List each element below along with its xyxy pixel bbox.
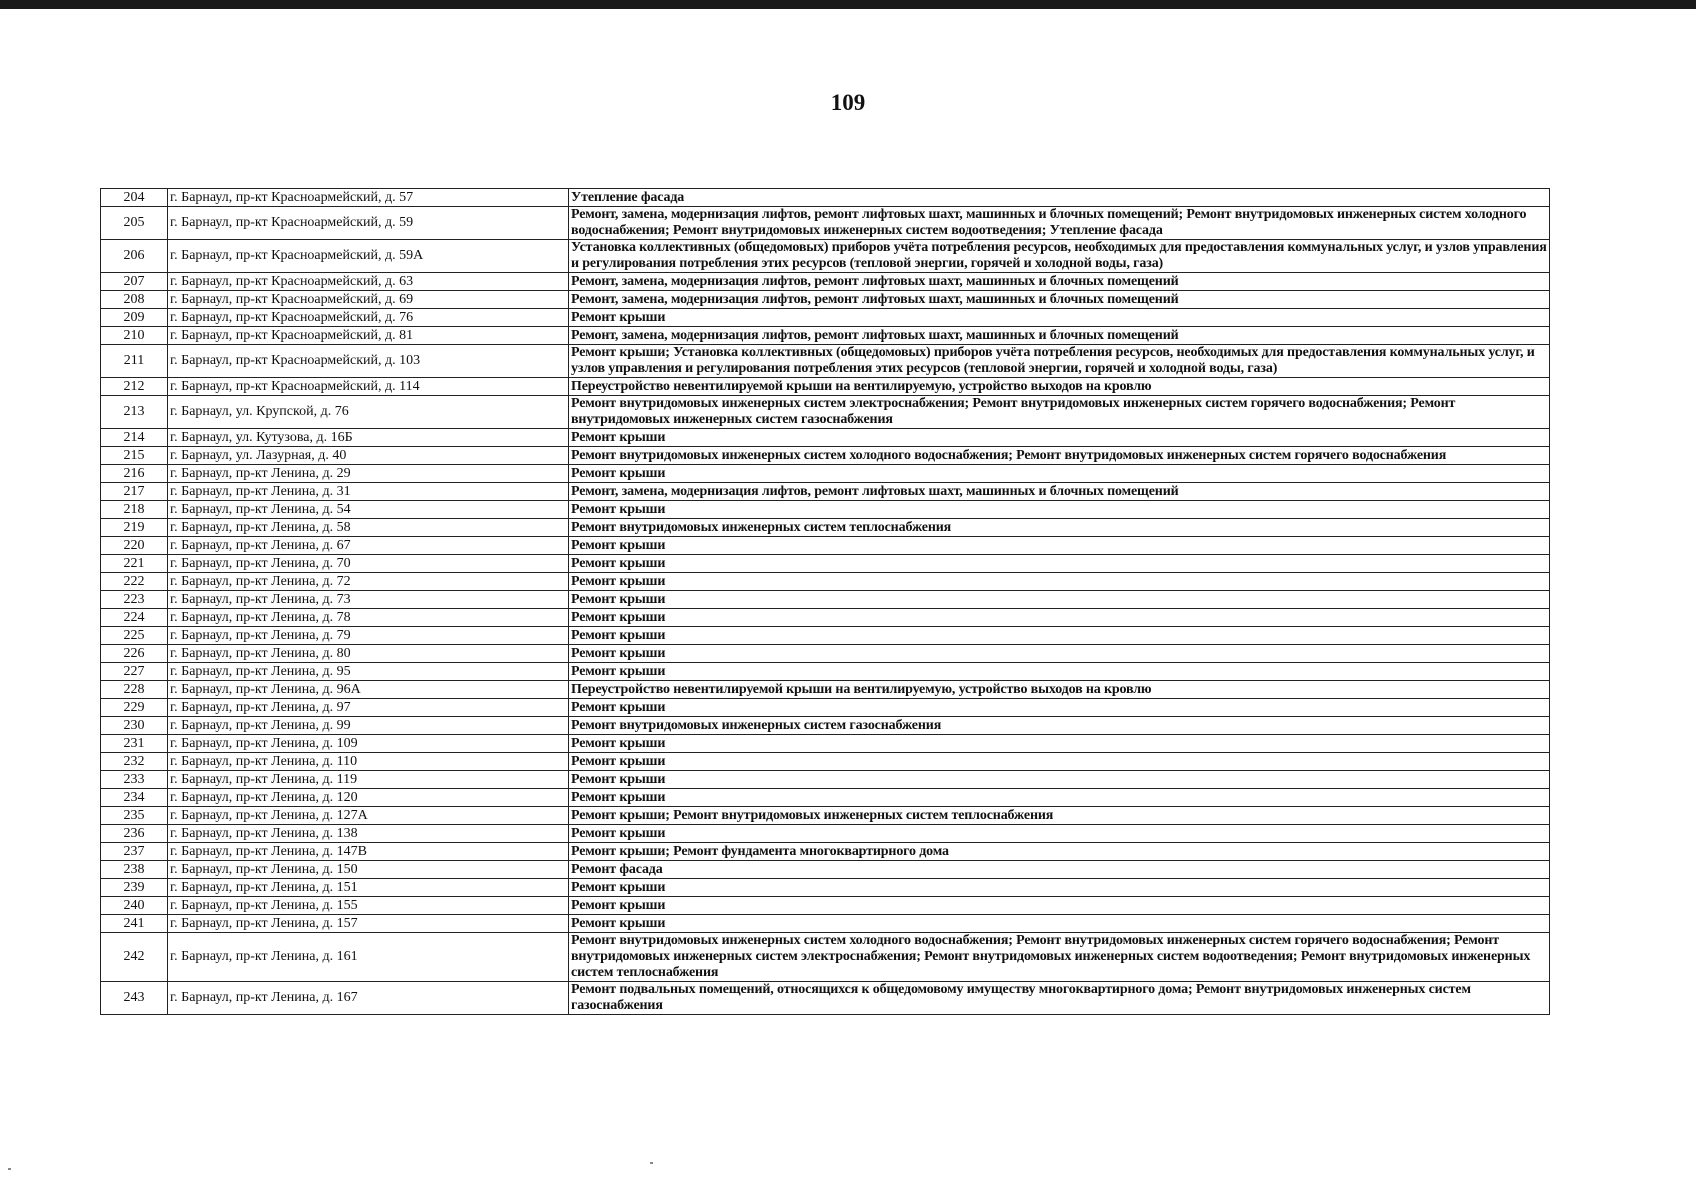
works-cell: Ремонт крыши — [569, 627, 1550, 645]
address-cell: г. Барнаул, пр-кт Ленина, д. 31 — [168, 483, 569, 501]
row-number-cell: 217 — [101, 483, 168, 501]
row-number-cell: 209 — [101, 309, 168, 327]
works-cell: Ремонт крыши — [569, 501, 1550, 519]
repair-register-table — [100, 188, 1550, 1015]
table-row — [101, 897, 1550, 915]
address-cell: г. Барнаул, пр-кт Ленина, д. 96А — [168, 681, 569, 699]
address-cell: г. Барнаул, пр-кт Ленина, д. 110 — [168, 753, 569, 771]
address-cell: г. Барнаул, пр-кт Ленина, д. 70 — [168, 555, 569, 573]
address-cell: г. Барнаул, пр-кт Красноармейский, д. 57 — [168, 189, 569, 207]
table-row — [101, 189, 1550, 207]
row-number-cell: 222 — [101, 573, 168, 591]
row-number-cell: 229 — [101, 699, 168, 717]
works-cell: Ремонт крыши — [569, 591, 1550, 609]
table-row — [101, 309, 1550, 327]
table-row — [101, 591, 1550, 609]
address-cell: г. Барнаул, пр-кт Ленина, д. 80 — [168, 645, 569, 663]
row-number-cell: 225 — [101, 627, 168, 645]
address-cell: г. Барнаул, пр-кт Ленина, д. 109 — [168, 735, 569, 753]
works-cell: Ремонт крыши; Установка коллективных (общедомовых) приборов учёта потребления ресурсов, необходимых для предоставления коммунальных услуг, и узлов управления и регулирования потребления этих ресурсов (тепловой энергии, горячей и холодной воды, газа) — [569, 345, 1550, 378]
row-number-cell: 216 — [101, 465, 168, 483]
works-cell: Переустройство невентилируемой крыши на вентилируемую, устройство выходов на кровлю — [569, 681, 1550, 699]
works-cell: Ремонт, замена, модернизация лифтов, ремонт лифтовых шахт, машинных и блочных помещений — [569, 327, 1550, 345]
works-cell: Переустройство невентилируемой крыши на вентилируемую, устройство выходов на кровлю — [569, 378, 1550, 396]
table-row — [101, 861, 1550, 879]
works-cell: Ремонт крыши — [569, 555, 1550, 573]
works-cell: Ремонт крыши — [569, 465, 1550, 483]
address-cell: г. Барнаул, пр-кт Ленина, д. 119 — [168, 771, 569, 789]
row-number-cell: 228 — [101, 681, 168, 699]
address-cell: г. Барнаул, пр-кт Ленина, д. 120 — [168, 789, 569, 807]
row-number-cell: 231 — [101, 735, 168, 753]
table-row — [101, 645, 1550, 663]
address-cell: г. Барнаул, пр-кт Ленина, д. 95 — [168, 663, 569, 681]
row-number-cell: 242 — [101, 933, 168, 982]
table-row — [101, 378, 1550, 396]
address-cell: г. Барнаул, пр-кт Ленина, д. 54 — [168, 501, 569, 519]
address-cell: г. Барнаул, пр-кт Ленина, д. 78 — [168, 609, 569, 627]
table-row — [101, 789, 1550, 807]
address-cell: г. Барнаул, ул. Крупской, д. 76 — [168, 396, 569, 429]
address-cell: г. Барнаул, пр-кт Ленина, д. 99 — [168, 717, 569, 735]
register-body — [101, 189, 1550, 1015]
address-cell: г. Барнаул, ул. Лазурная, д. 40 — [168, 447, 569, 465]
address-cell: г. Барнаул, пр-кт Ленина, д. 97 — [168, 699, 569, 717]
table-row — [101, 825, 1550, 843]
address-cell: г. Барнаул, пр-кт Красноармейский, д. 103 — [168, 345, 569, 378]
address-cell: г. Барнаул, ул. Кутузова, д. 16Б — [168, 429, 569, 447]
row-number-cell: 218 — [101, 501, 168, 519]
scan-top-edge — [0, 0, 1696, 9]
table-row — [101, 933, 1550, 982]
row-number-cell: 211 — [101, 345, 168, 378]
row-number-cell: 233 — [101, 771, 168, 789]
table-row — [101, 519, 1550, 537]
address-cell: г. Барнаул, пр-кт Красноармейский, д. 114 — [168, 378, 569, 396]
table-row — [101, 291, 1550, 309]
works-cell: Ремонт подвальных помещений, относящихся к общедомовому имуществу многоквартирного дома; Ремонт внутридомовых инженерных систем газоснабжения — [569, 982, 1550, 1015]
table-row — [101, 699, 1550, 717]
address-cell: г. Барнаул, пр-кт Ленина, д. 73 — [168, 591, 569, 609]
address-cell: г. Барнаул, пр-кт Ленина, д. 67 — [168, 537, 569, 555]
table-row — [101, 555, 1550, 573]
address-cell: г. Барнаул, пр-кт Красноармейский, д. 76 — [168, 309, 569, 327]
works-cell: Ремонт внутридомовых инженерных систем теплоснабжения — [569, 519, 1550, 537]
table-row — [101, 982, 1550, 1015]
works-cell: Ремонт крыши — [569, 699, 1550, 717]
row-number-cell: 210 — [101, 327, 168, 345]
address-cell: г. Барнаул, пр-кт Ленина, д. 167 — [168, 982, 569, 1015]
table-row — [101, 843, 1550, 861]
row-number-cell: 221 — [101, 555, 168, 573]
works-cell: Ремонт крыши — [569, 609, 1550, 627]
address-cell: г. Барнаул, пр-кт Ленина, д. 151 — [168, 879, 569, 897]
table-row — [101, 273, 1550, 291]
row-number-cell: 205 — [101, 207, 168, 240]
table-row — [101, 573, 1550, 591]
address-cell: г. Барнаул, пр-кт Ленина, д. 161 — [168, 933, 569, 982]
works-cell: Ремонт внутридомовых инженерных систем электроснабжения; Ремонт внутридомовых инженерных систем горячего водоснабжения; Ремонт внутридомовых инженерных систем газоснабжения — [569, 396, 1550, 429]
address-cell: г. Барнаул, пр-кт Ленина, д. 72 — [168, 573, 569, 591]
row-number-cell: 214 — [101, 429, 168, 447]
address-cell: г. Барнаул, пр-кт Ленина, д. 29 — [168, 465, 569, 483]
row-number-cell: 226 — [101, 645, 168, 663]
works-cell: Ремонт внутридомовых инженерных систем газоснабжения — [569, 717, 1550, 735]
row-number-cell: 223 — [101, 591, 168, 609]
row-number-cell: 215 — [101, 447, 168, 465]
table-row — [101, 537, 1550, 555]
table-row — [101, 465, 1550, 483]
table-row — [101, 807, 1550, 825]
table-row — [101, 429, 1550, 447]
row-number-cell: 235 — [101, 807, 168, 825]
row-number-cell: 243 — [101, 982, 168, 1015]
table-row — [101, 327, 1550, 345]
table-row — [101, 663, 1550, 681]
row-number-cell: 207 — [101, 273, 168, 291]
works-cell: Ремонт крыши — [569, 915, 1550, 933]
works-cell: Ремонт фасада — [569, 861, 1550, 879]
row-number-cell: 241 — [101, 915, 168, 933]
row-number-cell: 238 — [101, 861, 168, 879]
row-number-cell: 227 — [101, 663, 168, 681]
works-cell: Ремонт крыши — [569, 789, 1550, 807]
works-cell: Ремонт внутридомовых инженерных систем холодного водоснабжения; Ремонт внутридомовых инженерных систем горячего водоснабжения; Ремонт внутридомовых инженерных систем электроснабжения; Ремонт внутридомовых инженерных систем водоотведения; Ремонт внутридомовых инженерных систем теплоснабжения — [569, 933, 1550, 982]
address-cell: г. Барнаул, пр-кт Ленина, д. 147В — [168, 843, 569, 861]
address-cell: г. Барнаул, пр-кт Ленина, д. 157 — [168, 915, 569, 933]
works-cell: Ремонт крыши — [569, 573, 1550, 591]
row-number-cell: 236 — [101, 825, 168, 843]
row-number-cell: 204 — [101, 189, 168, 207]
scan-speck — [8, 1168, 11, 1170]
address-cell: г. Барнаул, пр-кт Ленина, д. 150 — [168, 861, 569, 879]
table-row — [101, 345, 1550, 378]
works-cell: Ремонт крыши — [569, 735, 1550, 753]
works-cell: Ремонт крыши — [569, 879, 1550, 897]
address-cell: г. Барнаул, пр-кт Ленина, д. 127А — [168, 807, 569, 825]
table-row — [101, 240, 1550, 273]
works-cell: Ремонт крыши — [569, 825, 1550, 843]
address-cell: г. Барнаул, пр-кт Ленина, д. 58 — [168, 519, 569, 537]
table-row — [101, 753, 1550, 771]
row-number-cell: 230 — [101, 717, 168, 735]
address-cell: г. Барнаул, пр-кт Красноармейский, д. 63 — [168, 273, 569, 291]
address-cell: г. Барнаул, пр-кт Красноармейский, д. 81 — [168, 327, 569, 345]
table-row — [101, 771, 1550, 789]
works-cell: Ремонт крыши; Ремонт внутридомовых инженерных систем теплоснабжения — [569, 807, 1550, 825]
address-cell: г. Барнаул, пр-кт Ленина, д. 138 — [168, 825, 569, 843]
table-row — [101, 447, 1550, 465]
works-cell: Ремонт крыши — [569, 753, 1550, 771]
works-cell: Ремонт внутридомовых инженерных систем холодного водоснабжения; Ремонт внутридомовых инженерных систем горячего водоснабжения — [569, 447, 1550, 465]
works-cell: Ремонт, замена, модернизация лифтов, ремонт лифтовых шахт, машинных и блочных помещений — [569, 273, 1550, 291]
table-row — [101, 717, 1550, 735]
address-cell: г. Барнаул, пр-кт Красноармейский, д. 59 — [168, 207, 569, 240]
works-cell: Ремонт, замена, модернизация лифтов, ремонт лифтовых шахт, машинных и блочных помещений — [569, 291, 1550, 309]
works-cell: Утепление фасада — [569, 189, 1550, 207]
row-number-cell: 213 — [101, 396, 168, 429]
row-number-cell: 239 — [101, 879, 168, 897]
row-number-cell: 206 — [101, 240, 168, 273]
works-cell: Ремонт, замена, модернизация лифтов, ремонт лифтовых шахт, машинных и блочных помещений; Ремонт внутридомовых инженерных систем холодного водоснабжения; Ремонт внутридомовых инженерных систем водоотведения; Утепление фасада — [569, 207, 1550, 240]
works-cell: Ремонт крыши — [569, 537, 1550, 555]
table-row — [101, 501, 1550, 519]
works-cell: Ремонт крыши; Ремонт фундамента многоквартирного дома — [569, 843, 1550, 861]
table-row — [101, 681, 1550, 699]
works-cell: Ремонт крыши — [569, 663, 1550, 681]
works-cell: Ремонт, замена, модернизация лифтов, ремонт лифтовых шахт, машинных и блочных помещений — [569, 483, 1550, 501]
row-number-cell: 224 — [101, 609, 168, 627]
address-cell: г. Барнаул, пр-кт Красноармейский, д. 69 — [168, 291, 569, 309]
works-cell: Ремонт крыши — [569, 429, 1550, 447]
table-row — [101, 915, 1550, 933]
page-number: 109 — [830, 90, 866, 115]
row-number-cell: 240 — [101, 897, 168, 915]
address-cell: г. Барнаул, пр-кт Ленина, д. 155 — [168, 897, 569, 915]
row-number-cell: 219 — [101, 519, 168, 537]
works-cell: Ремонт крыши — [569, 897, 1550, 915]
works-cell: Ремонт крыши — [569, 771, 1550, 789]
table-row — [101, 879, 1550, 897]
row-number-cell: 220 — [101, 537, 168, 555]
table-row — [101, 609, 1550, 627]
row-number-cell: 237 — [101, 843, 168, 861]
scan-speck — [650, 1162, 653, 1164]
table-row — [101, 396, 1550, 429]
works-cell: Ремонт крыши — [569, 645, 1550, 663]
works-cell: Ремонт крыши — [569, 309, 1550, 327]
row-number-cell: 208 — [101, 291, 168, 309]
address-cell: г. Барнаул, пр-кт Ленина, д. 79 — [168, 627, 569, 645]
row-number-cell: 212 — [101, 378, 168, 396]
row-number-cell: 232 — [101, 753, 168, 771]
row-number-cell: 234 — [101, 789, 168, 807]
table-row — [101, 627, 1550, 645]
table-row — [101, 483, 1550, 501]
address-cell: г. Барнаул, пр-кт Красноармейский, д. 59А — [168, 240, 569, 273]
works-cell: Установка коллективных (общедомовых) приборов учёта потребления ресурсов, необходимых для предоставления коммунальных услуг, и узлов управления и регулирования потребления этих ресурсов (тепловой энергии, горячей и холодной воды, газа) — [569, 240, 1550, 273]
table-row — [101, 735, 1550, 753]
table-row — [101, 207, 1550, 240]
